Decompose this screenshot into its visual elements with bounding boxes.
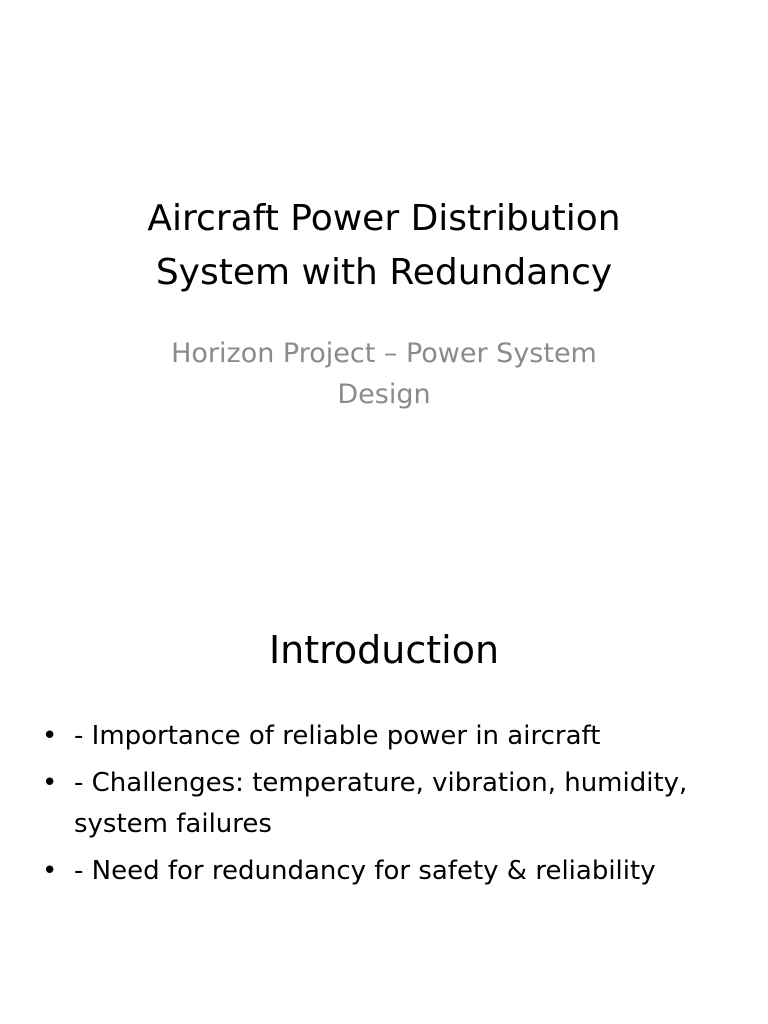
bullet-icon: • — [42, 856, 58, 886]
slide-subtitle — [60, 333, 708, 415]
bullet-item — [40, 851, 740, 892]
slide-title-line: System with Redundancy — [155, 252, 613, 293]
bullet-text-continued: system failures — [74, 809, 272, 839]
slide-title-line: Aircraft Power Distribution — [147, 198, 621, 239]
bullet-icon: • — [42, 768, 58, 798]
introduction-slide — [0, 576, 768, 1024]
bullet-text: - Need for redundancy for safety & reliability — [74, 856, 656, 886]
section-heading: Introduction — [268, 628, 500, 672]
bullet-text: - Challenges: temperature, vibration, humidity, — [74, 768, 688, 798]
bullet-item — [40, 763, 740, 845]
slide-title — [60, 192, 708, 300]
bullet-list — [40, 716, 740, 898]
slide-subtitle-line: Horizon Project – Power System — [171, 338, 597, 369]
bullet-icon: • — [42, 721, 58, 751]
slide-subtitle-line: Design — [337, 379, 431, 410]
bullet-text: - Importance of reliable power in aircraft — [74, 721, 601, 751]
bullet-item — [40, 716, 740, 757]
